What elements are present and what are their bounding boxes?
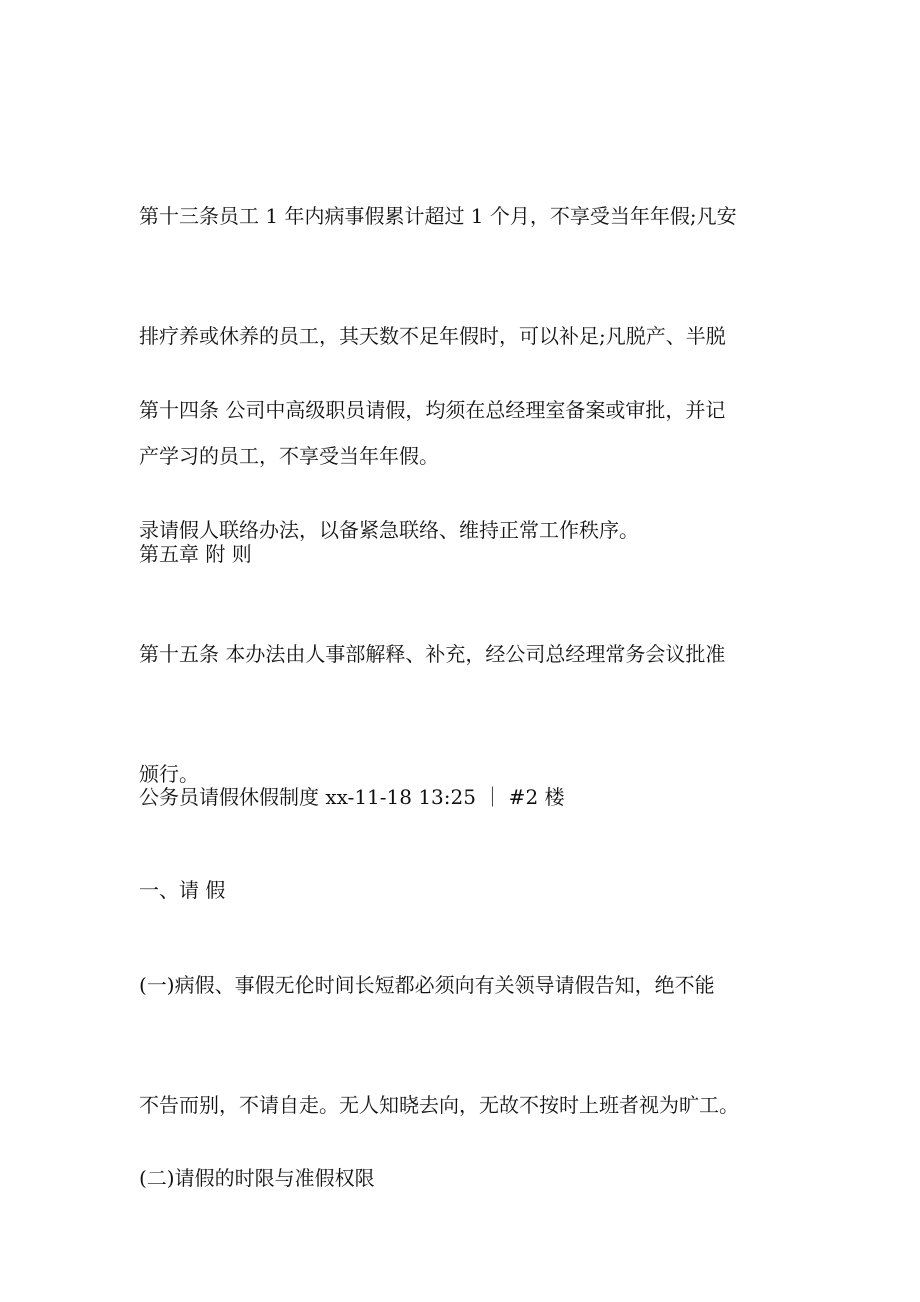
post-header-line: 公务员请假休假制度 xx-11-18 13:25 ｜ #2 楼 <box>139 785 565 809</box>
article-14-line-2: 录请假人联络办法，以备紧急联络、维持正常工作秩序。 <box>139 518 639 542</box>
article-13-line-3: 产学习的员工，不享受当年年假。 <box>139 444 439 468</box>
item-1-line-2: 不告而别，不请自走。无人知晓去向，无故不按时上班者视为旷工。 <box>139 1093 739 1117</box>
article-13-line-1: 第十三条员工 1 年内病事假累计超过 1 个月，不享受当年年假;凡安 <box>139 204 737 228</box>
section-1-line: 一、请 假 <box>139 878 226 902</box>
item-1-line-1: (一)病假、事假无伦时间长短都必须向有关领导请假告知，绝不能 <box>139 973 715 997</box>
article-13-line-2: 排疗养或休养的员工，其天数不足年假时，可以补足;凡脱产、半脱 <box>139 324 726 348</box>
article-15-line-1: 第十五条 本办法由人事部解释、补充，经公司总经理常务会议批准 <box>139 642 726 666</box>
article-15-line-2: 颁行。 <box>139 762 199 786</box>
item-2-line: (二)请假的时限与准假权限 <box>139 1166 375 1190</box>
item-2-heading <box>139 1078 789 1278</box>
chapter-5-line-1: 第五章 附 则 <box>139 542 252 566</box>
article-14-line-1: 第十四条 公司中高级职员请假，均须在总经理室备案或审批，并记 <box>139 398 726 422</box>
